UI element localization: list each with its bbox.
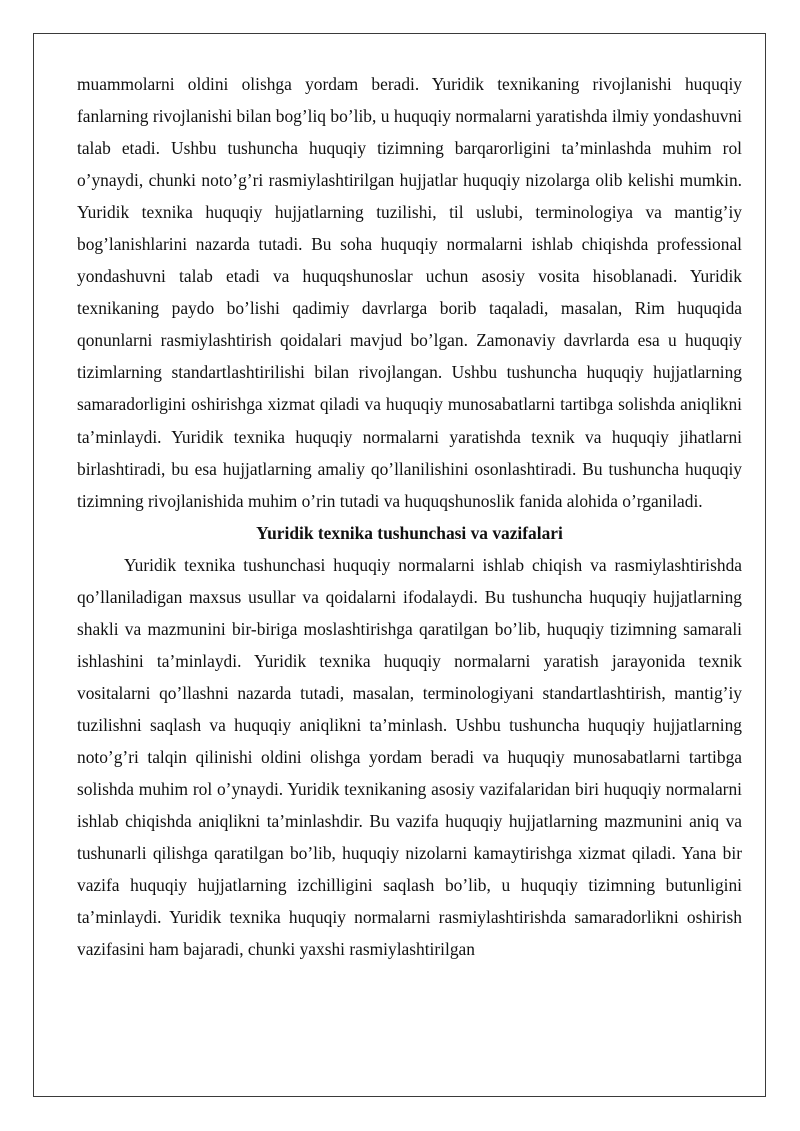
body-paragraph-1: muammolarni oldini olishga yordam beradi. Yuridik texnikaning rivojlanishi huquqiy fanlarning rivojlanishi bilan bog’liq bo’lib, u huquqiy normalarni yaratishda ilmiy yondashuvni talab etadi. Ushbu tushuncha huquqiy tizimning barqarorligini ta’minlashda muhim rol o’ynaydi, chunki noto’g’ri rasmiylashtirilgan hujjatlar huquqiy nizolarga olib kelishi mumkin. Yuridik texnika huquqiy hujjatlarning tuzilishi, til uslubi, terminologiya va mantig’iy bog’lanishlarini nazarda tutadi. Bu soha huquqiy normalarni ishlab chiqishda professional yondashuvni talab etadi va huquqshunoslar uchun asosiy vosita hisoblanadi. Yuridik texnikaning paydo bo’lishi qadimiy davrlarga borib taqaladi, masalan, Rim huquqida qonunlarni rasmiylashtirish qoidalari mavjud bo’lgan. Zamonaviy davrlarda esa u huquqiy tizimlarning standartlashtirilishi bilan rivojlangan. Ushbu tushuncha huquqiy hujjatlarning samaradorligini oshirishga xizmat qiladi va huquqiy munosabatlarni tartibga solishda aniqlikni ta’minlaydi. Yuridik texnika huquqiy normalarni yaratishda texnik va huquqiy jihatlarni birlashtiradi, bu esa hujjatlarning amaliy qo’llanilishini osonlashtiradi. Bu tushuncha huquqiy tizimning rivojlanishida muhim o’rin tutadi va huquqshunoslik fanida alohida o’rganiladi. — [77, 74, 742, 511]
section-heading: Yuridik texnika tushunchasi va vazifalari — [256, 522, 563, 543]
body-paragraph-2: Yuridik texnika tushunchasi huquqiy normalarni ishlab chiqish va rasmiylashtirishda qo’llaniladigan maxsus usullar va qoidalarni ifodalaydi. Bu tushuncha huquqiy hujjatlarning shakli va mazmunini bir-biriga moslashtirishga qaratilgan bo’lib, huquqiy tizimning samarali ishlashini ta’minlaydi. Yuridik texnika huquqiy normalarni yaratish jarayonida texnik vositalarni qo’llashni nazarda tutadi, masalan, terminologiyani standartlashtirish, mantig’iy tuzilishni saqlash va huquqiy aniqlikni ta’minlash. Ushbu tushuncha huquqiy hujjatlarning noto’g’ri talqin qilinishi oldini olishga yordam beradi va huquqiy munosabatlarni tartibga solishda muhim rol o’ynaydi. Yuridik texnikaning asosiy vazifalaridan biri huquqiy normalarni ishlab chiqishda aniqlikni ta’minlashdir. Bu vazifa huquqiy hujjatlarning mazmunini aniq va tushunarli qilishga qaratilgan bo’lib, huquqiy nizolarni kamaytirishga xizmat qiladi. Yana bir vazifa huquqiy hujjatlarning izchilligini saqlash bo’lib, u huquqiy tizimning butunligini ta’minlaydi. Yuridik texnika huquqiy normalarni rasmiylashtirishda samaradorlikni oshirish vazifasini ham bajaradi, chunki yaxshi rasmiylashtirilgan — [77, 554, 742, 960]
page-content — [77, 68, 742, 965]
